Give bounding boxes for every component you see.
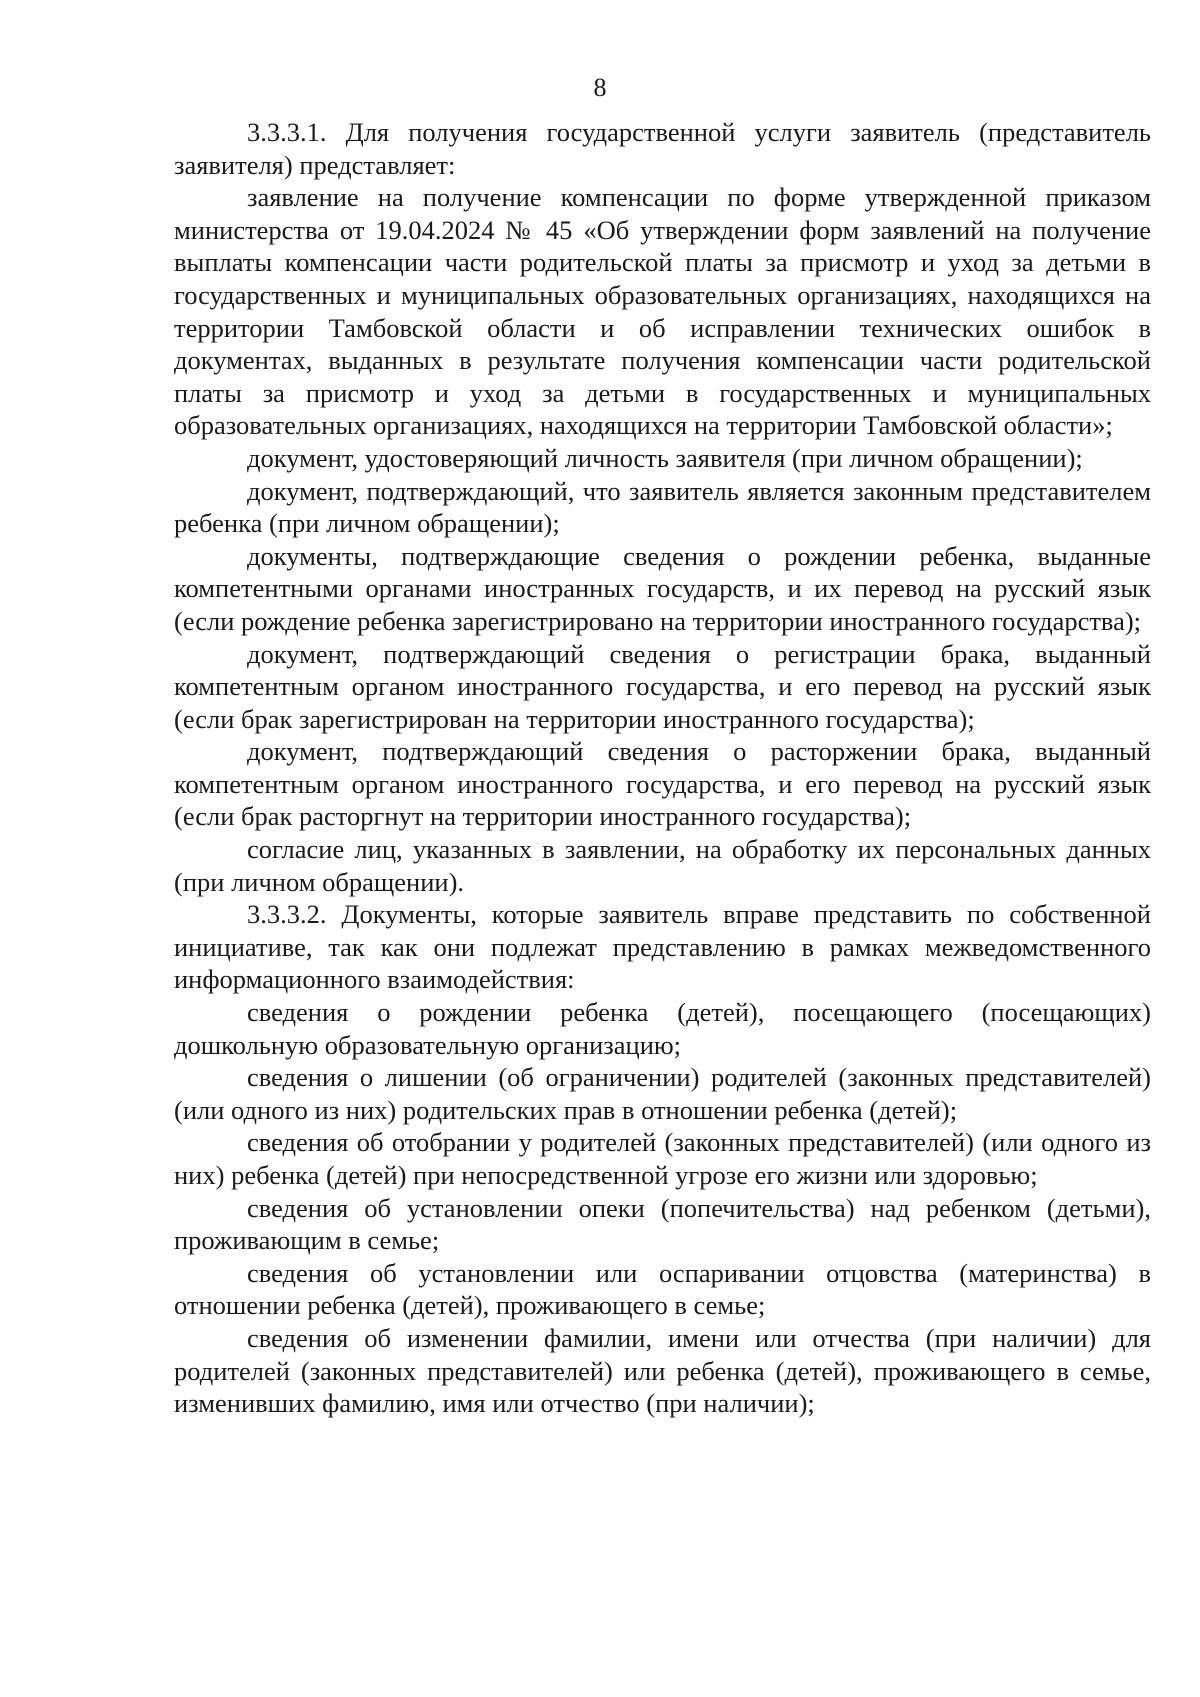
list-item-child-removal: сведения об отобрании у родителей (законных представителей) (или одного из них) ребенка (детей) при непосредственной угрозе его жизни или здоровью;: [174, 1127, 1151, 1190]
list-item-foreign-marriage-document: документ, подтверждающий сведения о регистрации брака, выданный компетентным органом иностранного государства, и его перевод на русский язык (если брак зарегистрирован на территории иностранного государства);: [174, 638, 1151, 734]
page-number: 8: [593, 73, 607, 102]
paragraph-3-3-3-1: 3.3.3.1. Для получения государственной услуги заявитель (представитель заявителя) представляет:: [174, 117, 1151, 180]
paragraph-3-3-3-2: 3.3.3.2. Документы, которые заявитель вправе представить по собственной инициативе, так как они подлежат представлению в рамках межведомственного информационного взаимодействия:: [174, 899, 1151, 995]
list-item-birth-info: сведения о рождении ребенка (детей), посещающего (посещающих) дошкольную образовательную организацию;: [174, 997, 1151, 1060]
list-item-guardianship: сведения об установлении опеки (попечительства) над ребенком (детьми), проживающим в семье;: [174, 1192, 1151, 1256]
list-item-personal-data-consent: согласие лиц, указанных в заявлении, на обработку их персональных данных (при личном обращении).: [174, 834, 1151, 897]
list-item-paternity: сведения об установлении или оспаривании отцовства (материнства) в отношении ребенка (детей), проживающего в семье;: [174, 1257, 1151, 1321]
list-item-legal-representative-document: документ, подтверждающий, что заявитель является законным представителем ребенка (при личном обращении);: [174, 475, 1151, 539]
list-item-identity-document: документ, удостоверяющий личность заявителя (при личном обращении);: [247, 442, 1083, 473]
list-item-foreign-birth-documents: документы, подтверждающие сведения о рождении ребенка, выданные компетентными органами иностранных государств, и их перевод на русский язык (если рождение ребенка зарегистрировано на территории иностранного государства);: [174, 540, 1151, 636]
list-item-name-change: сведения об изменении фамилии, имени или отчества (при наличии) для родителей (законных представителей) или ребенка (детей), проживающего в семье, изменивших фамилию, имя или отчество (при наличии);: [174, 1322, 1151, 1419]
list-item-application: заявление на получение компенсации по форме утвержденной приказом министерства от 19.04.2024 № 45 «Об утверждении форм заявлений на получение выплаты компенсации части родительской платы за присмотр и уход за детьми в государственных и муниципальных образовательных организациях, находящихся на территории Тамбовской области и об исправлении технических ошибок в документах, выданных в результате получения компенсации части родительской платы за присмотр и уход за детьми в государственных и муниципальных образовательных организациях, находящихся на территории Тамбовской области»;: [174, 182, 1151, 441]
list-item-deprivation-of-rights: сведения о лишении (об ограничении) родителей (законных представителей) (или одного из них) родительских прав в отношении ребенка (детей);: [174, 1062, 1151, 1125]
list-item-foreign-divorce-document: документ, подтверждающий сведения о расторжении брака, выданный компетентным органом иностранного государства, и его перевод на русский язык (если брак расторгнут на территории иностранного государства);: [174, 736, 1151, 832]
document-body: [174, 116, 1151, 1420]
